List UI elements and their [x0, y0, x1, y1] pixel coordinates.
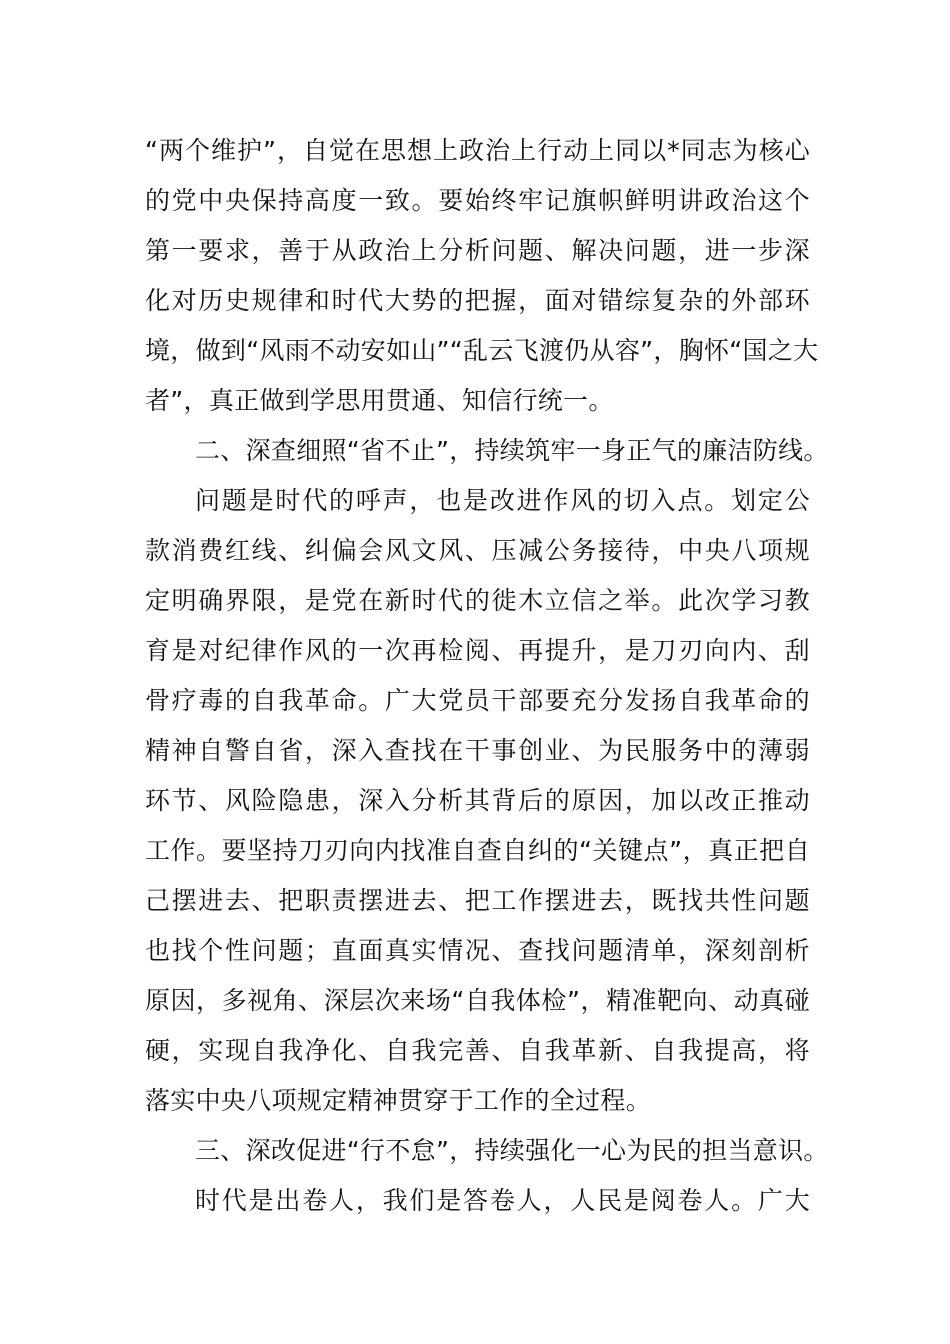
text-line-2: 的党中央保持高度一致。要始终牢记旗帜鲜明讲政治这个	[145, 186, 810, 215]
text-line-16: 己摆进去、把职责摆进去、把工作摆进去，既找共性问题	[145, 886, 810, 915]
text-line-19: 硬，实现自我净化、自我完善、自我革新、自我提高，将	[145, 1036, 810, 1065]
section-heading-3: 三、深改促进“行不怠”，持续强化一心为民的担当意识。	[195, 1136, 829, 1165]
text-line-15: 工作。要坚持刀刃向内找准自查自纠的“关键点”，真正把自	[145, 836, 810, 865]
text-line-11: 育是对纪律作风的一次再检阅、再提升，是刀刃向内、刮	[145, 636, 810, 665]
text-line-3: 第一要求，善于从政治上分析问题、解决问题，进一步深	[145, 236, 810, 265]
text-line-17: 也找个性问题；直面真实情况、查找问题清单，深刻剖析	[145, 936, 810, 965]
text-line-8: 问题是时代的呼声，也是改进作风的切入点。划定公	[195, 486, 810, 515]
body-text	[145, 126, 829, 1226]
text-line-10: 定明确界限，是党在新时代的徙木立信之举。此次学习教	[145, 586, 810, 615]
text-line-22: 时代是出卷人，我们是答卷人，人民是阅卷人。广大	[195, 1186, 810, 1215]
text-line-6: 者”，真正做到学思用贯通、知信行统一。	[145, 386, 614, 415]
text-line-18: 原因，多视角、深层次来场“自我体检”，精准靶向、动真碰	[145, 986, 810, 1015]
text-line-9: 款消费红线、纠偏会风文风、压减公务接待，中央八项规	[145, 536, 810, 565]
text-line-20: 落实中央八项规定精神贯穿于工作的全过程。	[145, 1086, 652, 1115]
text-line-14: 环节、风险隐患，深入分析其背后的原因，加以改正推动	[145, 786, 810, 815]
text-line-1: “两个维护”，自觉在思想上政治上行动上同以*同志为核心	[145, 136, 810, 165]
text-line-13: 精神自警自省，深入查找在干事创业、为民服务中的薄弱	[145, 736, 810, 765]
section-heading-2: 二、深查细照“省不止”，持续筑牢一身正气的廉洁防线。	[195, 436, 829, 465]
text-line-12: 骨疗毒的自我革命。广大党员干部要充分发扬自我革命的	[145, 686, 810, 715]
text-line-5: 境，做到“风雨不动安如山”“乱云飞渡仍从容”，胸怀“国之大	[145, 336, 819, 365]
text-line-4: 化对历史规律和时代大势的把握，面对错综复杂的外部环	[145, 286, 810, 315]
